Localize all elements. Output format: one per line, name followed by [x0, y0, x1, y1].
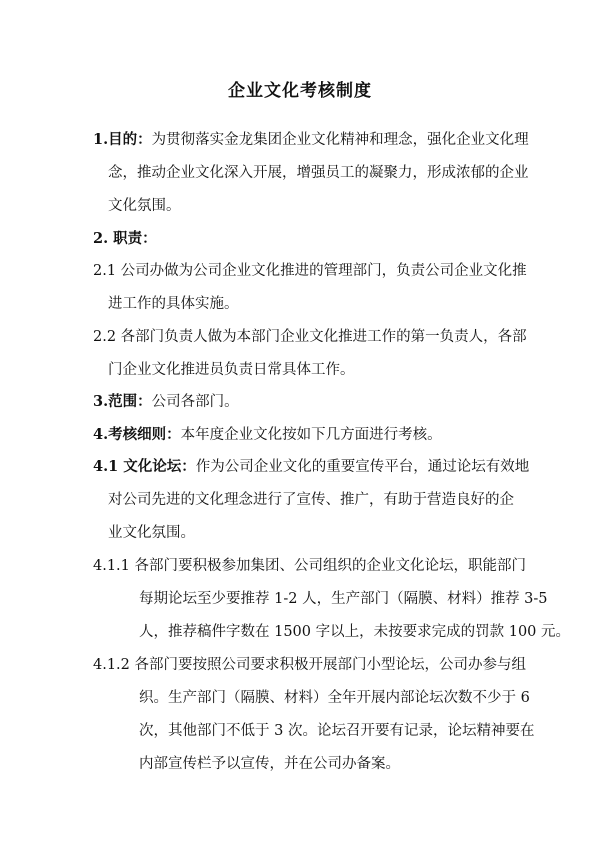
paragraph-assessment [93, 425, 442, 445]
paragraph-scope [93, 392, 239, 412]
rule-4-1-2-text-4: 内部宣传栏予以宣传，并在公司办备案。 [139, 756, 400, 772]
rule-4-1-1-text-1: 4.1.1 各部门要积极参加集团、公司组织的企业文化论坛，职能部门 [93, 558, 527, 574]
forum-text-1: 作为公司企业文化的重要宣传平台，通过论坛有效地 [195, 459, 530, 475]
rule-4-1-1-text-3: 人，推荐稿件字数在 1500 字以上，未按要求完成的罚款 100 元。 [139, 624, 571, 640]
purpose-text-2: 念，推动企业文化深入开展，增强员工的凝聚力，形成浓郁的企业 [108, 165, 529, 181]
heading-duties: 2. 职责： [93, 230, 157, 247]
heading-purpose: 1.目的： [93, 131, 152, 148]
forum-text-3: 业文化氛围。 [108, 525, 195, 541]
assessment-text: 本年度企业文化按如下几方面进行考核。 [180, 427, 442, 443]
duty-2-2-text-1: 2.2 各部门负责人做为本部门企业文化推进工作的第一负责人，各部 [93, 329, 527, 345]
paragraph-forum-line-1 [93, 457, 529, 477]
duty-2-2-text-2: 门企业文化推进员负责日常具体工作。 [108, 362, 355, 378]
scope-text: 公司各部门。 [151, 394, 239, 410]
heading-scope: 3.范围： [93, 393, 152, 410]
purpose-text-3: 文化氛围。 [108, 198, 181, 214]
rule-4-1-1-text-2: 每期论坛至少要推荐 1-2 人，生产部门（隔膜、材料）推荐 3-5 [139, 591, 548, 607]
paragraph-purpose-line-1 [93, 130, 529, 150]
heading-forum: 4.1 文化论坛： [93, 458, 196, 475]
rule-4-1-2-text-2: 织。生产部门（隔膜、材料）全年开展内部论坛次数不少于 6 [139, 690, 530, 706]
purpose-text-1: 为贯彻落实金龙集团企业文化精神和理念，强化企业文化理 [151, 132, 529, 148]
forum-text-2: 对公司先进的文化理念进行了宣传、推广，有助于营造良好的企 [108, 492, 514, 508]
duty-2-1-text-2: 进工作的具体实施。 [108, 296, 239, 312]
rule-4-1-2-text-1: 4.1.2 各部门要按照公司要求积极开展部门小型论坛，公司办参与组 [93, 657, 527, 673]
rule-4-1-2-text-3: 次，其他部门不低于 3 次。论坛召开要有记录，论坛精神要在 [139, 723, 535, 739]
duty-2-1-text-1: 2.1 公司办做为公司企业文化推进的管理部门，负责公司企业文化推 [93, 263, 527, 279]
document-title: 企业文化考核制度 [228, 81, 372, 101]
heading-assessment: 4.考核细则： [93, 426, 181, 443]
